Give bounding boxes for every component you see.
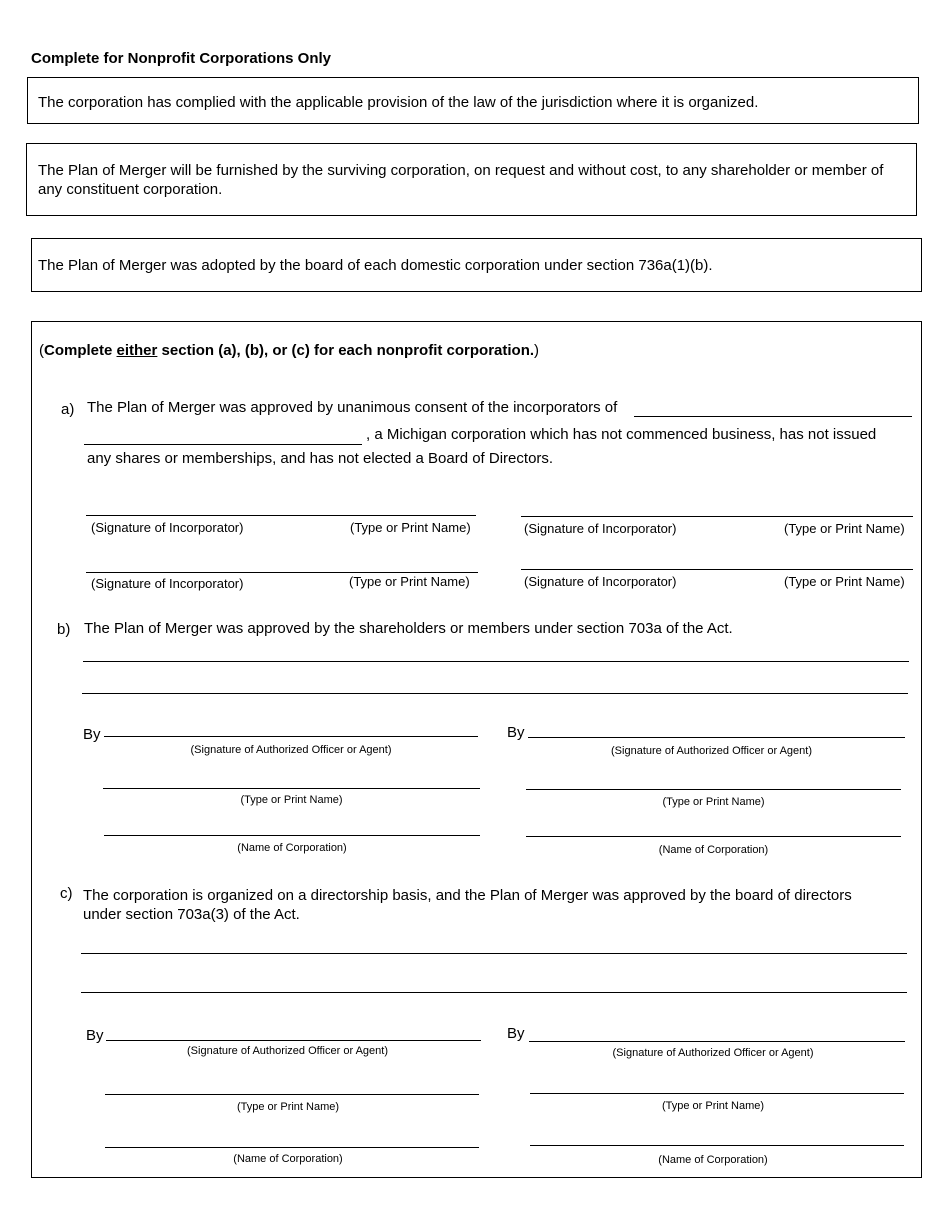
page-heading: Complete for Nonprofit Corporations Only — [31, 50, 331, 67]
section-a-letter: a) — [61, 401, 75, 418]
section-b-right-corp-label: (Name of Corporation) — [658, 844, 769, 856]
incorporator-2-name-label: (Type or Print Name) — [784, 521, 905, 536]
approval-instructions — [39, 341, 539, 360]
section-c-left-corp-line[interactable] — [105, 1147, 479, 1148]
section-b-letter: b) — [57, 621, 71, 638]
section-c-left-corp-label: (Name of Corporation) — [233, 1153, 343, 1165]
section-b-left-corp-label: (Name of Corporation) — [237, 842, 347, 854]
section-c-right-corp-label: (Name of Corporation) — [658, 1154, 768, 1166]
plan-adopted-box — [31, 238, 922, 292]
section-c-right-corp-line[interactable] — [530, 1145, 904, 1146]
plan-furnished-text-line1: The Plan of Merger will be furnished by the surviving corporation, on request and without cost, to any shareholder or member of — [38, 162, 884, 179]
incorporator-1-signature-line[interactable] — [86, 515, 476, 516]
section-c-text-line1: The corporation is organized on a directorship basis, and the Plan of Merger was approved by the board of directors — [83, 887, 852, 904]
section-a-text-line2: , a Michigan corporation which has not commenced business, has not issued — [366, 426, 877, 443]
section-c-left-officer-signature-line[interactable] — [106, 1040, 481, 1041]
section-c-right-name-label: (Type or Print Name) — [661, 1100, 765, 1112]
section-b-right-name-line[interactable] — [526, 789, 901, 790]
section-a-text-line3: any shares or memberships, and has not elected a Board of Directors. — [87, 450, 554, 467]
section-c-right-name-line[interactable] — [530, 1093, 904, 1094]
section-b-right-corp-line[interactable] — [526, 836, 901, 837]
incorporators-of-field-part2[interactable] — [84, 444, 362, 445]
instructions-either: either — [116, 342, 158, 359]
section-c-left-name-line[interactable] — [105, 1094, 479, 1095]
section-c-right-officer-label: (Signature of Authorized Officer or Agent) — [612, 1047, 814, 1059]
section-b-left-corp-line[interactable] — [104, 835, 480, 836]
section-c-blank-line-2[interactable] — [81, 992, 907, 993]
plan-furnished-text-line2: any constituent corporation. — [38, 181, 223, 198]
section-b-left-name-label: (Type or Print Name) — [240, 794, 343, 806]
incorporators-of-field-part1[interactable] — [634, 416, 912, 417]
section-b-blank-line-2[interactable] — [82, 693, 908, 694]
section-c-left-name-label: (Type or Print Name) — [236, 1101, 340, 1113]
section-c-right-officer-signature-line[interactable] — [529, 1041, 905, 1042]
incorporator-3-signature-line[interactable] — [86, 572, 478, 573]
compliance-statement-box — [27, 77, 919, 124]
section-c-left-by: By — [86, 1027, 104, 1044]
instructions-pre: Complete — [44, 342, 117, 359]
incorporator-4-signature-line[interactable] — [521, 569, 913, 570]
section-b-left-by: By — [83, 726, 101, 743]
compliance-statement-text: The corporation has complied with the applicable provision of the law of the jurisdiction where it is organized. — [38, 94, 759, 111]
section-b-text: The Plan of Merger was approved by the shareholders or members under section 703a of the Act. — [84, 620, 733, 637]
section-c-right-by: By — [507, 1025, 525, 1042]
incorporator-2-signature-line[interactable] — [521, 516, 913, 517]
section-b-right-name-label: (Type or Print Name) — [662, 796, 765, 808]
section-c-left-officer-label: (Signature of Authorized Officer or Agent) — [187, 1045, 388, 1057]
section-c-blank-line-1[interactable] — [81, 953, 907, 954]
section-b-right-by: By — [507, 724, 525, 741]
instructions-post: section (a), (b), or (c) for each nonprofit corporation. — [157, 342, 535, 359]
section-a-text-line1: The Plan of Merger was approved by unanimous consent of the incorporators of — [87, 399, 618, 416]
section-b-right-officer-label: (Signature of Authorized Officer or Agent) — [611, 745, 812, 757]
plan-furnished-box — [26, 143, 917, 216]
section-b-left-officer-label: (Signature of Authorized Officer or Agent) — [190, 744, 392, 756]
plan-adopted-text: The Plan of Merger was adopted by the board of each domestic corporation under section 736a(1)(b). — [38, 257, 713, 274]
section-b-left-officer-signature-line[interactable] — [104, 736, 478, 737]
incorporator-4-name-label: (Type or Print Name) — [784, 574, 905, 589]
incorporator-1-name-label: (Type or Print Name) — [350, 520, 471, 535]
incorporator-3-name-label: (Type or Print Name) — [349, 574, 470, 589]
section-c-text-line2: under section 703a(3) of the Act. — [83, 906, 300, 923]
incorporator-4-signature-label: (Signature of Incorporator) — [524, 574, 677, 589]
section-b-left-name-line[interactable] — [103, 788, 480, 789]
incorporator-1-signature-label: (Signature of Incorporator) — [91, 520, 244, 535]
incorporator-3-signature-label: (Signature of Incorporator) — [91, 576, 244, 591]
instructions-open-paren: ( — [39, 342, 44, 359]
section-b-blank-line-1[interactable] — [83, 661, 909, 662]
incorporator-2-signature-label: (Signature of Incorporator) — [524, 521, 677, 536]
instructions-close-paren: ) — [534, 342, 540, 359]
section-b-right-officer-signature-line[interactable] — [528, 737, 905, 738]
section-c-letter: c) — [60, 885, 73, 902]
